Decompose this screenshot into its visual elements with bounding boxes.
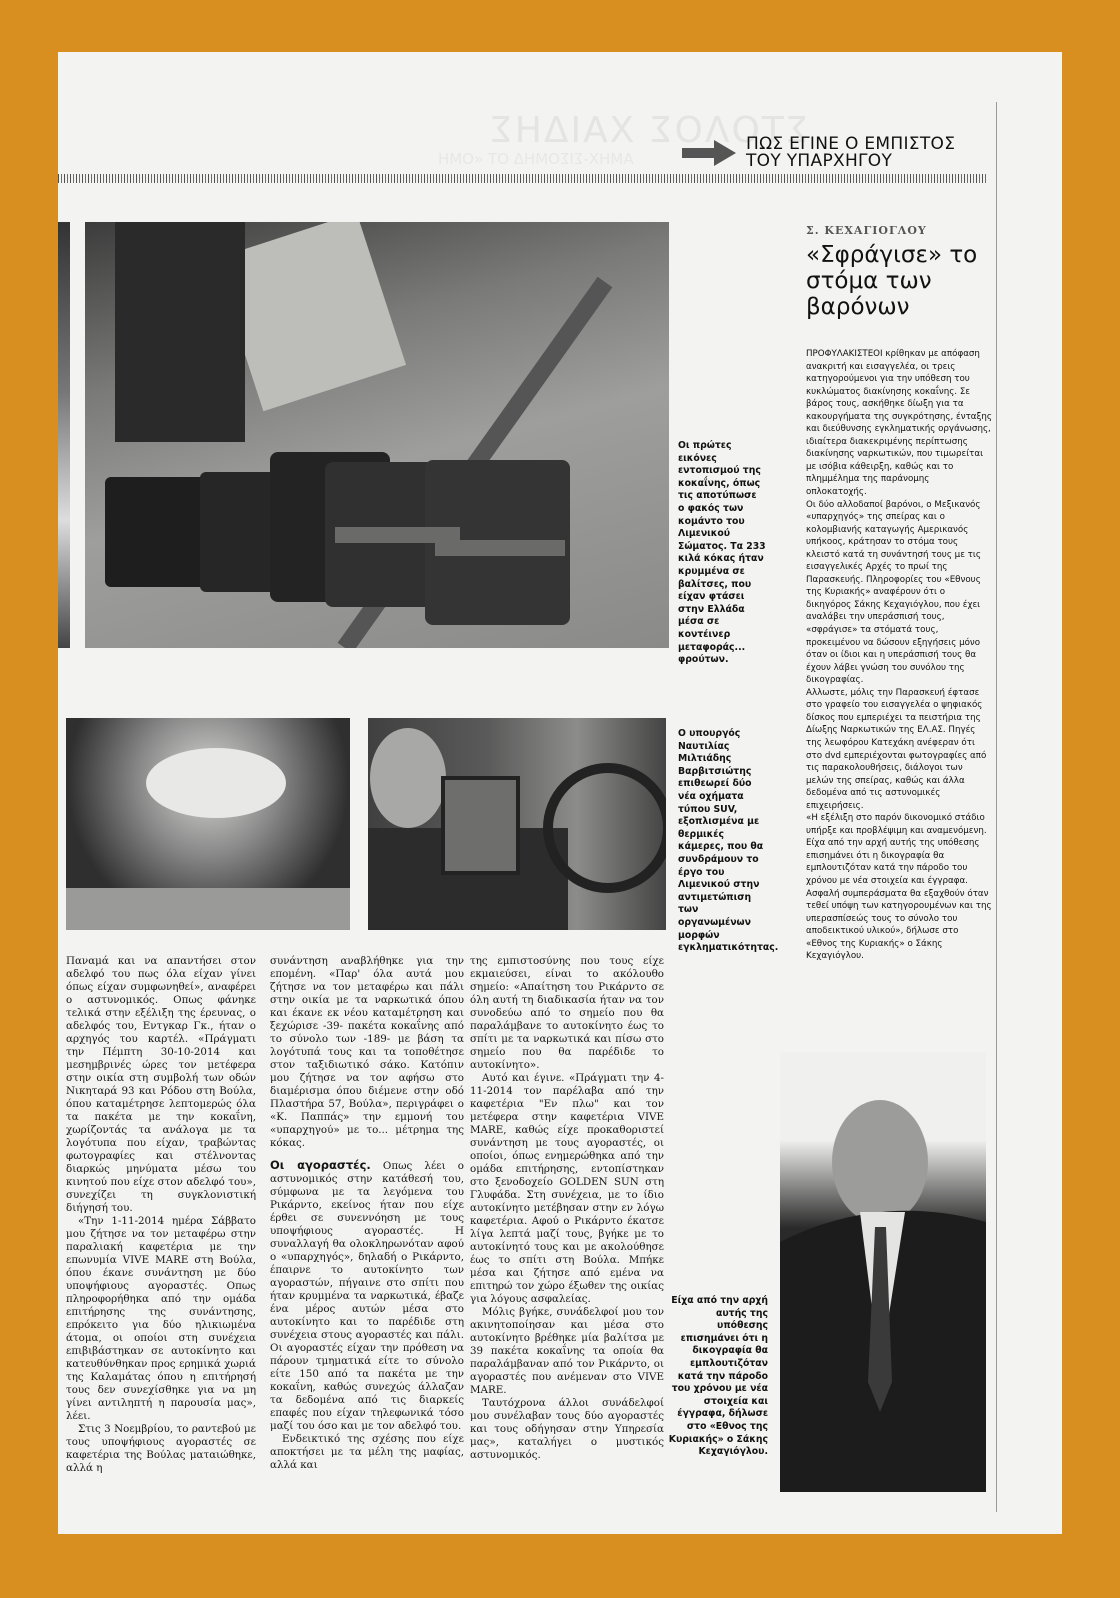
column-divider xyxy=(996,102,997,1512)
minister-car-photo xyxy=(368,718,666,930)
suitcases-photo xyxy=(85,222,669,648)
sidebar-paragraph: Οι δύο αλλοδαποί βαρόνοι, ο Μεξικανός «υπαρχηγός» της σπείρας και ο κολομβιανής καταγωγής Αμερικανός υπήκοος, κράτησαν το στόμα τους κλειστό κατά τη συνάντησή τους με τις εισαγγελικές Αρχές το πρωί της Παρασκευής. Πληροφορίες του «Εθνους της Κυριακής» αναφέρουν ότι ο δικηγόρος Σάκης Κεχαγιόγλου, που έχει αναλάβει την υπεράσπισή τους, «σφράγισε» τα στόματά τους, προκειμένου να δώσουν εξηγήσεις μόνο όταν οι ίδιοι και η υπεράσπισή τους θα έχουν λάβει γνώση του συνόλου της δικογραφίας. xyxy=(806,499,981,686)
bleed-through-title: ΣΤΟΛΟΣ ΧΑΙΔΗΣ xyxy=(488,110,809,151)
article-paragraph: Οπως λέει ο αστυνομικός στην κατάθεσή του, σύμφωνα με τα λεγόμενα του Ρικάρντο, εκείνος ήταν που είχε έρθει σε συνεννόηση με τους υποψήφιους αγοραστές. Η συναλλαγή θα ολοκληρωνόταν αφού ο «υπαρχηγός», δηλαδή ο Ρικάρντο, έπαιρνε το αυτοκίνητο των αγοραστών, πήγαινε στο σπίτι που ήταν κρυμμένα τα ναρκωτικά, έβαζε ένα μέρος αυτών μέσα στο αυτοκίνητο και το παρέδιδε στη συνέχεια στους αγοραστές και πάλι. Οι αγοραστές είχαν την πρόθεση να πάρουν τμηματικά είτε το σύνολο είτε 150 από τα πακέτα με την κοκαΐνη, καθώς συνεχώς άλλαζαν τα δεδομένα από τις διαρκείς επαφές που είχαν τηλεφωνικά τόσο μαζί του όσο και με τον αδελφό του. xyxy=(270,1160,464,1432)
newspaper-page xyxy=(58,52,1062,1534)
article-column-3 xyxy=(470,955,664,1462)
article-paragraph: Ενδεικτικό της σχέσης που είχε αποκτήσει με τα μέλη της μαφίας, αλλά και xyxy=(270,1433,464,1471)
package-photo xyxy=(66,718,350,930)
sidebar-paragraph: Αλλωστε, μόλις την Παρασκευή έφτασε στο γραφείο του εισαγγελέα ο ψηφιακός δίσκος που εμπεριέχει τα πειστήρια της Δίωξης Ναρκωτικών της ΕΛ.ΑΣ. Πηγές της λεωφόρου Κατεχάκη ανέφεραν ότι στο dvd εμπεριέχονται φωτογραφίες από τις παρακολουθήσεις, διάλογοι των μελών της σπείρας, καθώς και άλλα δεδομένα από τις αστυνομικές επιχειρήσεις. xyxy=(806,687,987,811)
minister-caption: Ο υπουργός Ναυτιλίας Μιλτιάδης Βαρβιτσιώτης επιθεωρεί δύο νέα οχήματα τύπου SUV, εξοπλισμένα με θερμικές κάμερες, που θα συνδράμουν το έργο του Λιμενικού στην αντιμετώπιση των οργανωμένων μορφών εγκληματικότητας. xyxy=(678,728,779,954)
sidebar-paragraph: ΠΡΟΦΥΛΑΚΙΣΤΕΟΙ κρίθηκαν με απόφαση ανακριτή και εισαγγελέα, οι τρεις κατηγορούμενοι για την υπόθεση του κυκλώματος διακίνησης κοκαΐνης. Σε βάρος τους, ασκήθηκε δίωξη για τα κακουργήματα της συγκρότησης, ένταξης και διεύθυνσης εγκληματικής οργάνωσης, ιδιαίτερα διακεκριμένης περίπτωσης διακίνησης ναρκωτικών, που τιμωρείται με ισόβια κάθειρξη, καθώς και το πλημμέλημα της παράνομης οπλοκατοχής. xyxy=(806,349,992,498)
rubric-line-2: ΤΟΥ ΥΠΑΡΧΗΓΟΥ xyxy=(746,151,893,171)
section-rubric xyxy=(680,136,955,170)
arrow-right-icon xyxy=(680,138,738,168)
article-paragraph: Παναμά και να απαντήσει στον αδελφό του πως όλα είχαν γίνει όπως είχαν συμφωνηθεί», αναφέρει ο αστυνομικός. Οπως φάνηκε τελικά στην εξέλιξη της έρευνας, ο αδελφός του, Εντγκαρ Γκ., ήταν ο αρχηγός του καρτέλ. «Πράγματι την Πέμπτη 30-10-2014 και μεσημβρινές ώρες τον μετέφερα στην οικία στη συμβολή των οδών Νικηταρά 93 και Ρόδου στη Βούλα, όπου καταμέτρησε λεπτομερώς όλα τα πακέτα με την κοκαΐνη, χωρίζοντάς τα ανάλογα με τα λογότυπα που είχαν, τραβώντας φωτογραφίες και στέλνοντας διαρκώς μηνύματα μέσω του κινητού που είχε στον αδελφό του», συνεχίζει τη συγκλονιστική διήγησή του. xyxy=(66,955,256,1214)
sidebar-body xyxy=(806,348,992,963)
bleed-through-subtitle: ΑΜΗΧ-ΣΙΣΟΜΗΔ ΟΤ «ΟΜΗ xyxy=(438,150,634,168)
article-paragraph: συνάντηση αναβλήθηκε για την επομένη. «Παρ' όλα αυτά μου ζήτησε να τον μεταφέρω και πάλι στην οικία με τα ναρκωτικά όπου και έκανε εκ νέου καταμέτρηση και ξεχώρισε -39- πακέτα κοκαΐνης από το σύνολο των -189- με βάση τα λογότυπά τους και τα τοποθέτησε στον ταξιδιωτικό σάκο. Κατόπιν μου ζήτησε να τον αφήσω στο διαμέρισμα όπου διέμενε στην οδό Πλαστήρα 57, Βούλα», περιγράφει ο «Κ. Παππάς» την εμμονή του «υπαρχηγού» με το... μέτρημα της κόκας. xyxy=(270,955,464,1149)
article-paragraph: της εμπιστοσύνης που τους είχε εκμαιεύσει, είναι το ακόλουθο σημείο: «Απαίτηση του Ρικάρντο σε όλη αυτή τη διαδικασία ήταν να τον συνοδεύω από το σημείο που θα παραλάμβανε το αυτοκίνητο έως το σπίτι με τα ναρκωτικά και πίσω στο σημείο που θα παρέδιδε το αυτοκίνητο». xyxy=(470,955,664,1071)
byline: Σ. ΚΕΧΑΓΙΟΓΛΟΥ xyxy=(806,224,927,237)
adjacent-photo-edge xyxy=(58,222,70,648)
sidebar-headline: «Σφράγισε» το στόμα των βαρόνων xyxy=(806,242,978,320)
article-column-1 xyxy=(66,955,256,1475)
suitcases-caption: Οι πρώτες εικόνες εντοπισμού της κοκαΐνης, όπως τις αποτύπωσε ο φακός των κομάντο του Λιμενικού Σώματος. Τα 233 κιλά κόκας ήταν κρυμμένα σε βαλίτσες, που είχαν φτάσει στην Ελλάδα μέσα σε κοντέινερ μεταφοράς... φρούτων. xyxy=(678,440,766,666)
article-column-2 xyxy=(270,955,464,1472)
article-paragraph: Μόλις βγήκε, συνάδελφοί μου τον ακινητοποίησαν και μέσα στο αυτοκίνητο βρέθηκε μία βαλίτσα με 39 πακέτα κοκαΐνης τα οποία θα παραλάμβαναν από τον Ρικάρντο, οι αγοραστές που ανέμεναν στο VIVE MARE. xyxy=(470,1306,664,1396)
header-rule xyxy=(58,174,988,183)
subheading: Οι αγοραστές. xyxy=(270,1158,371,1172)
article-paragraph: «Την 1-11-2014 ημέρα Σάββατο μου ζήτησε να τον μεταφέρω στην παραλιακή καφετέρια με την επωνυμία VIVE MARE στη Βούλα, όπου έκανε συνάντηση με δύο υποψήφιους αγοραστές. Οπως πληροφορήθηκα από την ομάδα επιτήρησης της συνάντησης, επρόκειτο για δύο ηλικιωμένα άτομα, οι οποίοι στη συνέχεια επιβιβάστηκαν σε αυτοκίνητο και κατευθύνθηκαν προς ερημικά χωριά της Καλαμάτας όπου η επιτήρησή τους δεν συνεχίσθηκε για να μη γίνει αντιληπτή η παρουσία μας», λέει. xyxy=(66,1215,256,1422)
article-paragraph: Στις 3 Νοεμβρίου, το ραντεβού με τους υποψήφιους αγοραστές σε καφετέρια της Βούλας ματαιώθηκε, αλλά η xyxy=(66,1423,256,1474)
article-paragraph: Ταυτόχρονα άλλοι συνάδελφοί μου συνέλαβαν τους δύο αγοραστές και τους οδήγησαν στην Υπηρεσία μας», καταλήγει ο μυστικός αστυνομικός. xyxy=(470,1397,664,1461)
lawyer-caption: Είχα από την αρχή αυτής της υπόθεσης επισημάνει ότι η δικογραφία θα εμπλουτιζόταν κατά την πάροδο του χρόνου με νέα στοιχεία και έγγραφα, δήλωσε στο «Εθνος της Κυριακής» ο Σάκης Κεχαγιόγλου. xyxy=(668,1295,768,1458)
rubric-line-1: ΠΩΣ ΕΓΙΝΕ Ο ΕΜΠΙΣΤΟΣ xyxy=(746,134,956,154)
sidebar-paragraph: «Η εξέλιξη στο παρόν δικονομικό στάδιο υπήρξε και προβλέψιμη και αναμενόμενη. Είχα από την αρχή αυτής της υπόθεσης επισημάνει ότι η δικογραφία θα εμπλουτιζόταν κατά την πάροδο του χρόνου με νέα στοιχεία και έγγραφα. Ασφαλή συμπεράσματα θα εξαχθούν όταν τεθεί υπόψη των κατηγορουμένων και της υπερασπίσεώς τους το σύνολο του αποδεικτικού υλικού», δήλωσε στο «Εθνος της Κυριακής» ο Σάκης Κεχαγιόγλου. xyxy=(806,813,992,962)
lawyer-portrait-photo xyxy=(780,1052,986,1492)
article-paragraph: Αυτό και έγινε. «Πράγματι την 4-11-2014 τον παρέλαβα από την καφετέρια "Εν πλω" και τον μετέφερα στην καφετέρια VIVE MARE, καθώς είχε προκαθοριστεί συνάντηση με τους αγοραστές, οι οποίοι, όπως ενημερώθηκα από την ομάδα επιτήρησης, εντοπίστηκαν στο ξενοδοχείο GOLDEN SUN στη Γλυφάδα. Στη συνέχεια, με το ίδιο αυτοκίνητο μετέβησαν στην εν λόγω καφετέρια. Αφού ο Ρικάρντο έκατσε λίγα λεπτά μαζί τους, βγήκε με το αυτοκίνητό τους και με ακολούθησε έως το σπίτι στη Βούλα. Μπήκε μέσα και ζήτησε από εμένα να επιτηρώ τον χώρο έξωθεν της οικίας για λόγους ασφαλείας. xyxy=(470,1072,664,1305)
